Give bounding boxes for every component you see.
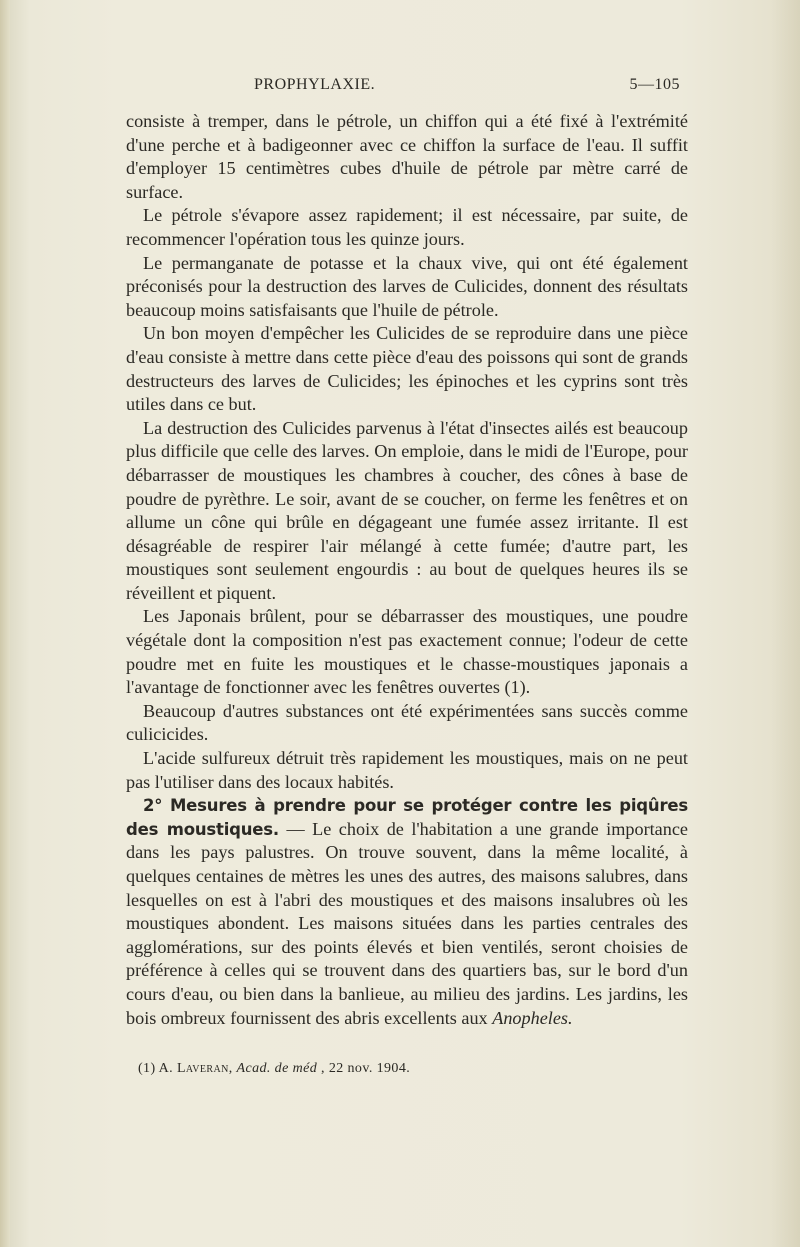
page-header — [126, 76, 686, 100]
paragraph-1: consiste à tremper, dans le pétrole, un chiffon qui a été fixé à l'extrémité d'une perche et à badigeonner avec ce chiffon la surface de l'eau. Il suffit d'employer 15 centimètres cubes d'huile de pétrole par mètre carré de surface. — [126, 111, 688, 202]
page-number: 5—105 — [629, 76, 680, 93]
footnote — [138, 1061, 678, 1077]
paragraph-9 — [126, 794, 688, 1030]
footnote-separator: , — [228, 1061, 237, 1076]
paragraph-5: La destruction des Culicides parvenus à l'état d'insectes ailés est beaucoup plus difficile que celle des larves. On emploie, dans le midi de l'Europe, pour débarrasser de moustiques les chambres à coucher, des cônes à base de poudre de pyrèthre. Le soir, avant de se coucher, on ferme les fenêtres et on allume un cône qui brûle en dégageant une fumée assez irritante. Il est désagréable de respirer l'air mélangé à cette fumée; d'autre part, les moustiques sont seulement engourdis : au bout de quelques heures ils se réveillent et piquent. — [126, 417, 688, 603]
footnote-marker: (1) A. — [138, 1061, 177, 1076]
footnote-author: Laveran — [176, 1061, 229, 1076]
footnote-journal: Acad. de méd — [236, 1061, 318, 1076]
section-heading: 2° Mesures à prendre pour se protéger contre les piqûres des moustiques. — [126, 796, 688, 839]
paragraph-9-body: — Le choix de l'habitation a une grande importance dans les pays palustres. On trouve souvent, dans la même localité, à quelques centaines de mètres les unes des autres, des maisons salubres, dans lesquelles on est à l'abri des moustiques et des maisons insalubres où les moustiques abondent. Les maisons situées dans les parties centrales des agglomérations, sur des points élevés et bien ventilés, seront choisies de préférence à celles qui se trouvent dans des quartiers bas, sur le bord d'un cours d'eau, ou bien dans la banlieue, au milieu des jardins. Les jardins, les bois ombreux fournissent des abris excellents aux — [126, 818, 688, 1028]
paragraph-2: Le pétrole s'évapore assez rapidement; il est nécessaire, par suite, de recommencer l'opération tous les quinze jours. — [126, 205, 688, 249]
page-edge-shadow — [0, 0, 10, 1247]
paragraph-3: Le permanganate de potasse et la chaux vive, qui ont été également préconisés pour la destruction des larves de Culicides, donnent des résultats beaucoup moins satisfaisants que l'huile de pétrole. — [126, 252, 688, 320]
body-text — [126, 110, 688, 1030]
paragraph-6: Les Japonais brûlent, pour se débarrasser des moustiques, une poudre végétale dont la composition n'est pas exactement connue; l'odeur de cette poudre met en fuite les moustiques et le chasse-moustiques japonais a l'avantage de fonctionner avec les fenêtres ouvertes (1). — [126, 606, 688, 698]
footnote-date: , 22 nov. 1904. — [317, 1061, 411, 1076]
running-title: PROPHYLAXIE. — [254, 76, 376, 93]
paragraph-4: Un bon moyen d'empêcher les Culicides de se reproduire dans une pièce d'eau consiste à mettre dans cette pièce d'eau des poissons qui sont de grands destructeurs des larves de Culicides; les épinoches et les cyprins sont très utiles dans ce but. — [126, 323, 688, 415]
anopheles-term: Anopheles. — [492, 1007, 573, 1028]
paragraph-8: L'acide sulfureux détruit très rapidement les moustiques, mais on ne peut pas l'utiliser dans des locaux habités. — [126, 748, 688, 792]
paragraph-7: Beaucoup d'autres substances ont été expérimentées sans succès comme culicicides. — [126, 700, 688, 745]
